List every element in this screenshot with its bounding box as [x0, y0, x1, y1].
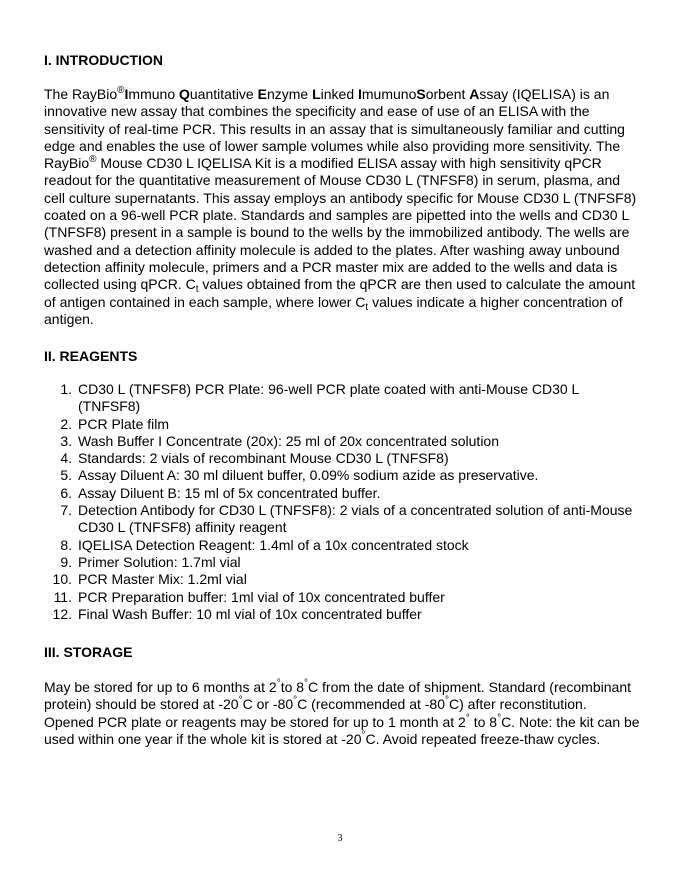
reagents-list — [44, 381, 640, 623]
introduction-paragraph: The RayBio®Immuno Quantitative Enzyme Linked ImumunoSorbent Assay (IQELISA) is an innovative new assay that combines the specificity and ease of use of an ELISA with the sensitivity of real-time PCR. This results in an assay that is simultaneously familiar and cutting edge and enables the use of lower sample volumes while also providing more sensitivity. The RayBio® Mouse CD30 L IQELISA Kit is a modified ELISA assay with high sensitivity qPCR readout for the quantitative measurement of Mouse CD30 L (TNFSF8) in serum, plasma, and cell culture supernatants. This assay employs an antibody specific for Mouse CD30 L (TNFSF8) coated on a 96-well PCR plate. Standards and samples are pipetted into the wells and CD30 L (TNFSF8) present in a sample is bound to the wells by the immobilized antibody. The wells are washed and a detection affinity molecule is added to the plates. After washing away unbound detection affinity molecule, primers and a PCR master mix are added to the wells and data is collected using qPCR. $C_t$ values obtained from the qPCR are then used to calculate the amount of antigen contained in each sample, where lower $C_t$ values indicate a higher concentration of antigen. — [44, 85, 637, 327]
reagents-heading: II. REAGENTS — [44, 348, 138, 364]
reagent-number: 12. — [52, 605, 72, 622]
reagent-text: Assay Diluent B: 15 ml of 5x concentrated buffer. — [78, 484, 381, 501]
reagent-item — [44, 571, 640, 588]
reagent-number: 11. — [53, 588, 72, 605]
reagent-text: CD30 L (TNFSF8) PCR Plate: 96-well PCR plate coated with anti-Mouse CD30 L (TNFSF8) — [78, 381, 579, 415]
reagent-item — [44, 554, 640, 571]
reagent-number: 4. — [60, 450, 72, 467]
reagent-number: 9. — [60, 553, 72, 570]
reagent-number: 7. — [60, 502, 72, 519]
reagent-text: Final Wash Buffer: 10 ml vial of 10x concentrated buffer — [78, 605, 422, 622]
storage-heading: III. STORAGE — [44, 644, 133, 660]
reagent-item — [44, 485, 640, 502]
reagent-number: 6. — [60, 484, 72, 501]
reagent-text: Assay Diluent A: 30 ml diluent buffer, 0.09% sodium azide as preservative. — [78, 467, 539, 484]
reagent-item — [44, 606, 640, 623]
reagent-text: Standards: 2 vials of recombinant Mouse CD30 L (TNFSF8) — [78, 450, 449, 467]
reagent-item — [44, 433, 640, 450]
page-number: 3 — [337, 833, 343, 844]
reagent-item — [44, 381, 640, 416]
reagent-number: 3. — [60, 432, 72, 449]
reagent-text: PCR Master Mix: 1.2ml vial — [78, 571, 247, 588]
reagent-text: Detection Antibody for CD30 L (TNFSF8): 2 vials of a concentrated solution of anti-Mouse CD30 L (TNFSF8) affinity reagent — [78, 502, 633, 536]
reagent-text: Wash Buffer I Concentrate (20x): 25 ml of 20x concentrated solution — [78, 432, 499, 449]
reagent-text: PCR Preparation buffer: 1ml vial of 10x concentrated buffer — [78, 588, 445, 605]
reagent-text: PCR Plate film — [78, 415, 170, 432]
reagent-number: 5. — [60, 467, 72, 484]
reagent-number: 2. — [60, 415, 72, 432]
reagent-item — [44, 416, 640, 433]
reagent-item — [44, 502, 640, 537]
introduction-heading: I. INTRODUCTION — [44, 52, 163, 68]
reagent-item — [44, 537, 640, 554]
reagent-number: 1. — [60, 381, 72, 397]
reagent-text: Primer Solution: 1.7ml vial — [78, 553, 241, 570]
reagent-item — [44, 589, 640, 606]
storage-paragraph: May be stored for up to 6 months at 2°to 8°C from the date of shipment. Standard (recombinant protein) should be stored at -20°C or -80°C (recommended at -80°C) after reconstitution. Opened PCR plate or reagents may be stored for up to 1 month at 2° to 8°C. Note: the kit can be used within one year if the whole kit is stored at -20°C. Avoid repeated freeze-thaw cycles. — [44, 678, 640, 747]
reagent-item — [44, 467, 640, 484]
reagent-item — [44, 450, 640, 467]
reagent-text: IQELISA Detection Reagent: 1.4ml of a 10x concentrated stock — [78, 536, 469, 553]
reagent-number: 8. — [60, 536, 72, 553]
reagent-number: 10. — [52, 571, 72, 588]
